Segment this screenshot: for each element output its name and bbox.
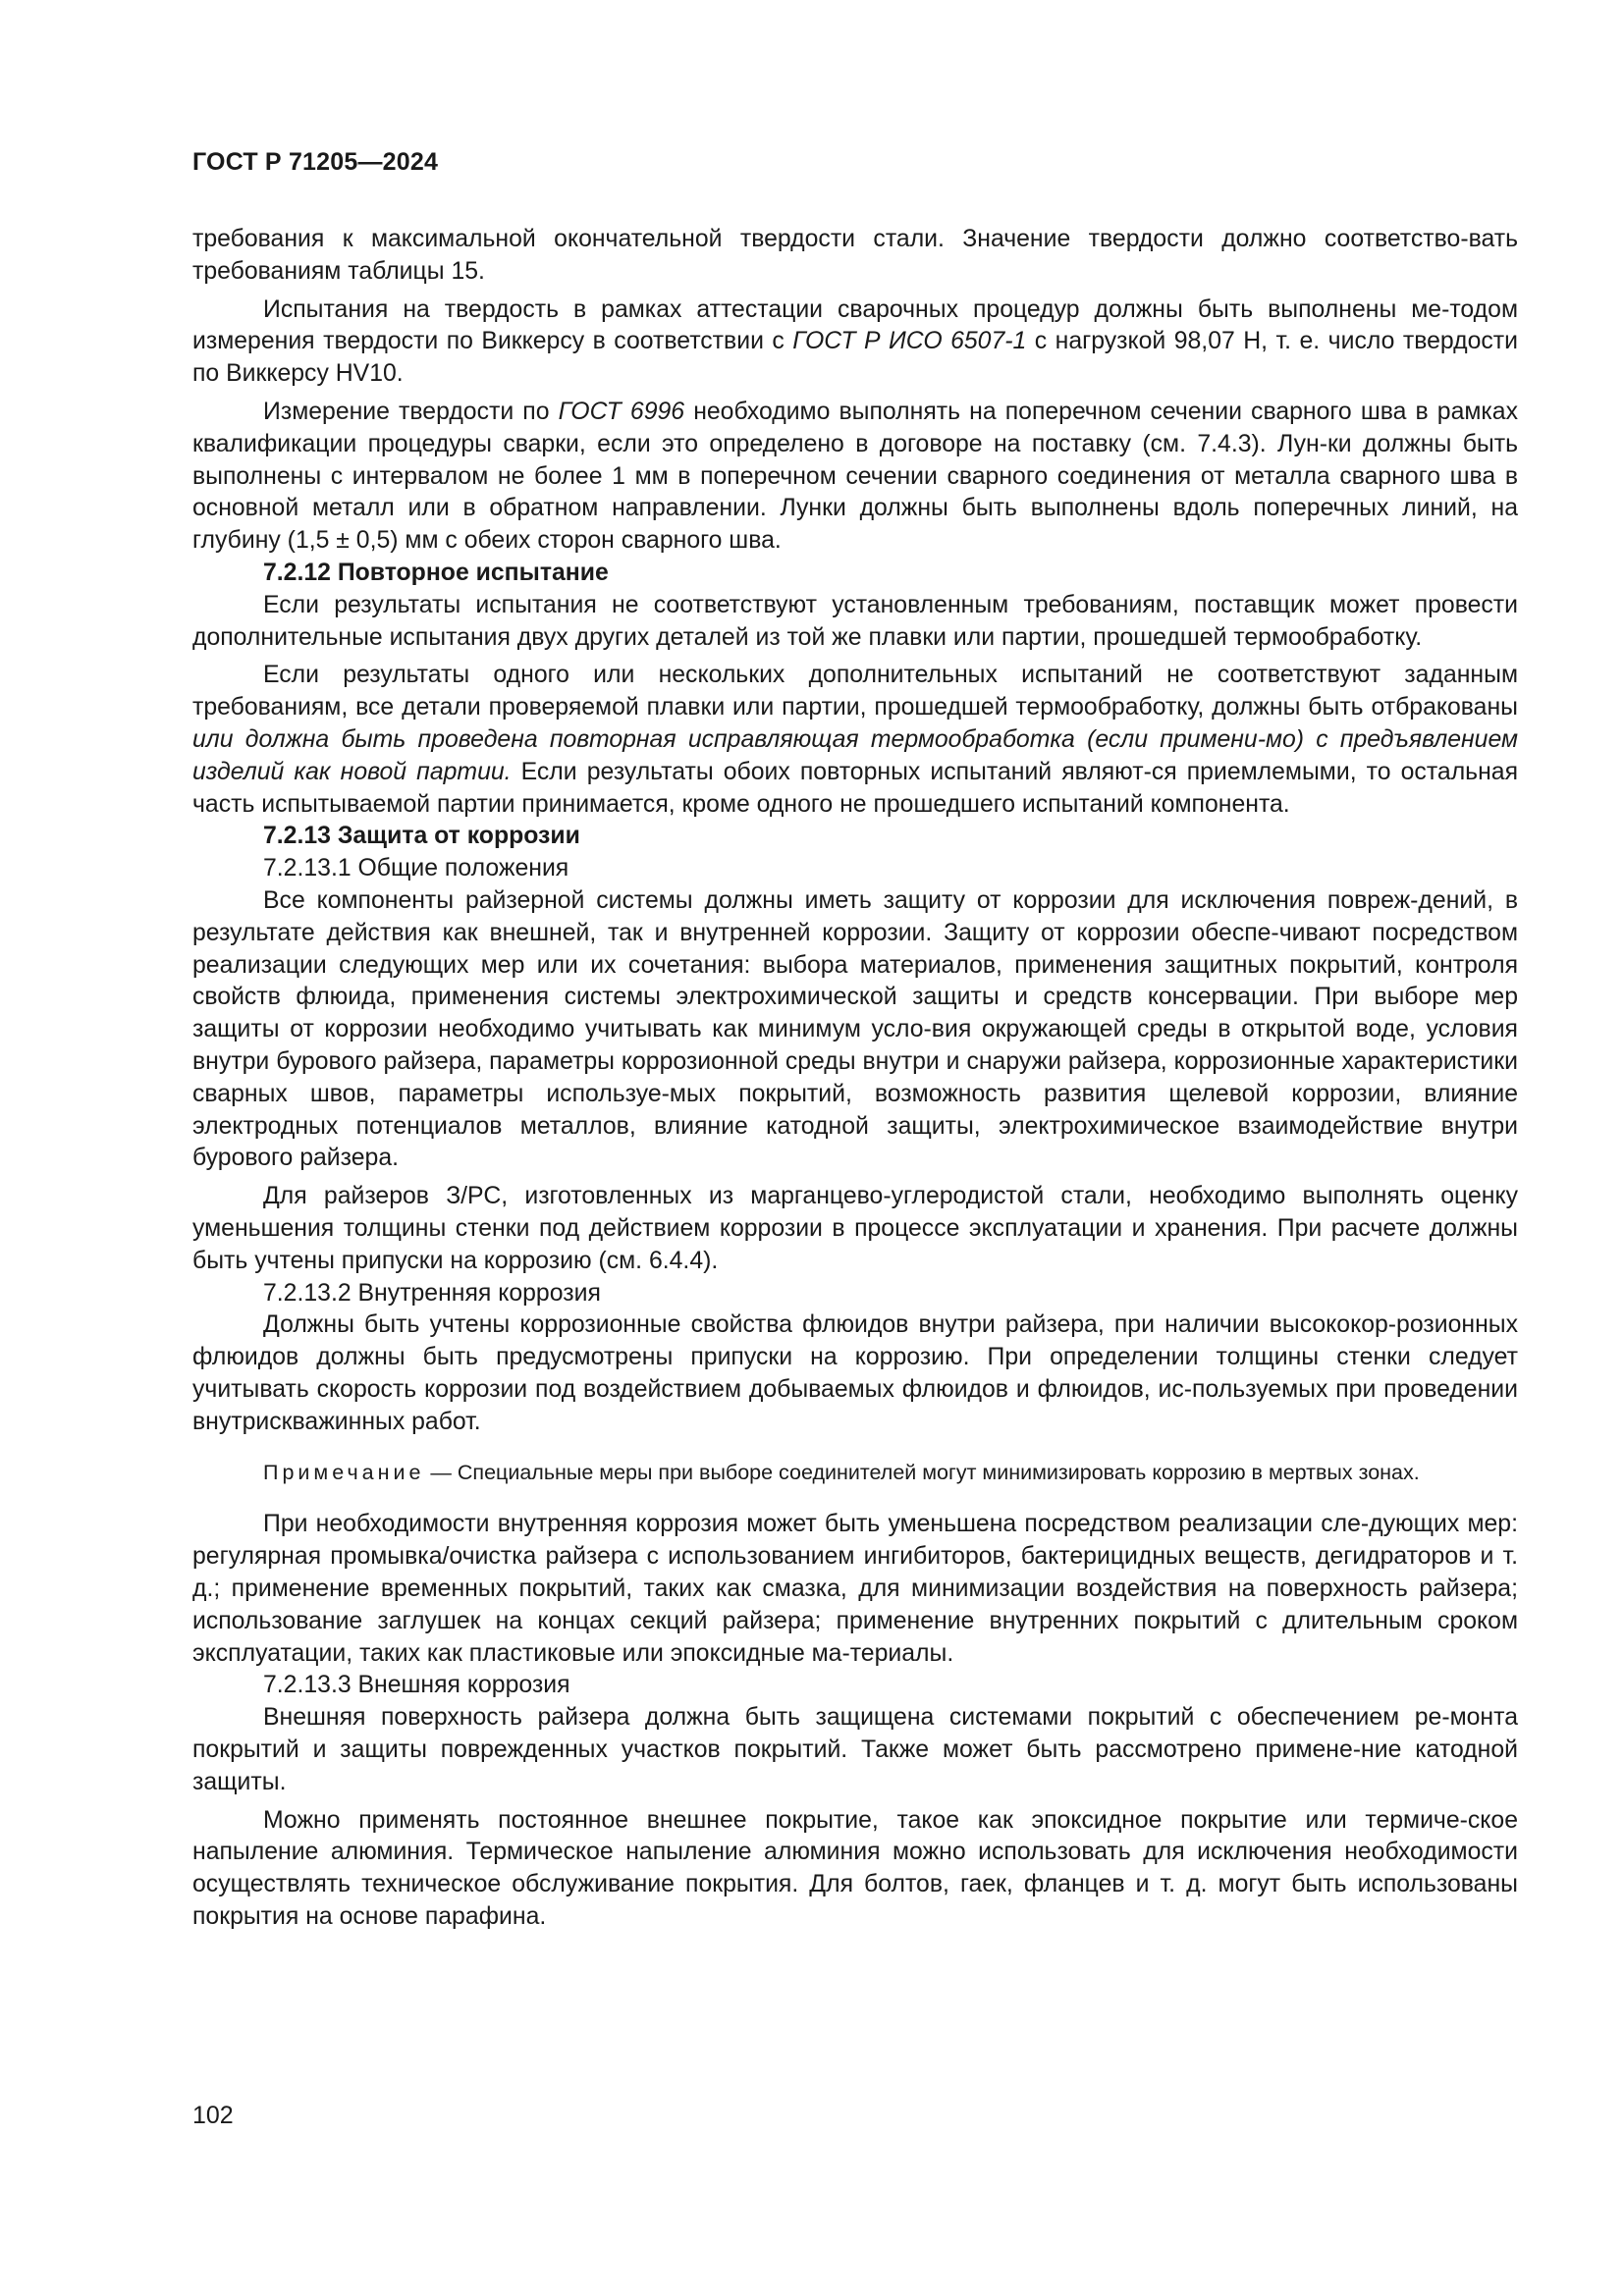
- subsection-heading-internal: 7.2.13.2 Внутренняя коррозия: [263, 1279, 601, 1307]
- text-run: Испытания на твердость в рамках аттестации сварочных процедур должны быть выполнены ме-тодом измерения твердости по Виккерсу в соответствии с: [192, 295, 1518, 355]
- paragraph-external-coating: Можно применять постоянное внешнее покрытие, такое как эпоксидное покрытие или термиче-ское напыление алюминия. Термическое напыление алюминия можно использовать для исключения необходимости осуществлять техническое обслуживание покрытия. Для болтов, гаек, фланцев и т. д. могут быть использованы покрытия на основе парафина.: [192, 1806, 1518, 1931]
- note-text: — Специальные меры при выборе соединителей могут минимизировать коррозию в мертвых зонах.: [424, 1461, 1420, 1485]
- section-heading-corrosion: 7.2.13 Защита от коррозии: [263, 823, 580, 850]
- paragraph-retest-1: Если результаты испытания не соответствуют установленным требованиям, поставщик может провести дополнительные испытания двух других деталей из той же плавки или партии, прошедшей термообработку.: [192, 591, 1518, 651]
- note-label: Примечание: [263, 1461, 425, 1485]
- standard-reference: ГОСТ Р ИСО 6507-1: [792, 328, 1027, 355]
- paragraph-hardness-measurement: [192, 397, 1518, 558]
- paragraph-internal-corrosion: Должны быть учтены коррозионные свойства флюидов внутри райзера, при наличии высококор-розионных флюидов должны быть предусмотрены припуски на коррозию. При определении толщины стенки следует учитывать скорость коррозии под воздействием добываемых флюидов и флюидов, ис-пользуемых при проведении внутрискважинных работ.: [192, 1311, 1518, 1435]
- paragraph-riser-thickness: Для райзеров З/РС, изготовленных из марганцево-углеродистой стали, необходимо выполнять оценку уменьшения толщины стенки под действием коррозии в процессе эксплуатации и хранения. При расчете должны быть учтены припуски на коррозию (см. 6.4.4).: [192, 1183, 1518, 1274]
- text-run: с нагрузкой 98,07 Н, т. е. число твердости по Виккерсу HV10.: [192, 328, 1518, 388]
- paragraph-internal-measures: При необходимости внутренняя коррозия может быть уменьшена посредством реализации сле-дующих мер: регулярная промывка/очистка райзера с использованием ингибиторов, бактерицидных веществ, дегидраторов и т. д.; применение временных покрытий, таких как смазка, для минимизации воздействия на поверхность райзера; использование заглушек на концах секций райзера; применение внутренних покрытий с длительным сроком эксплуатации, таких как пластиковые или эпоксидные ма-териалы.: [192, 1511, 1518, 1667]
- standard-reference: ГОСТ 6996: [558, 398, 685, 425]
- page-number: 102: [192, 2102, 234, 2129]
- paragraph-hardness-requirements: требования к максимальной окончательной твердости стали. Значение твердости должно соответство-вать требованиям таблицы 15.: [192, 226, 1518, 285]
- italic-text: или должна быть проведена повторная исправляющая термообработка (если примени-мо) с предъявлением изделий как новой партии.: [192, 725, 1518, 785]
- paragraph-vickers-test: [192, 294, 1518, 391]
- document-header: ГОСТ Р 71205—2024: [192, 148, 439, 176]
- text-run: Если результаты обоих повторных испытаний являют-ся приемлемыми, то остальная часть испытываемой партии принимается, кроме одного не прошедшего испытаний компонента.: [192, 758, 1518, 818]
- subsection-heading-external: 7.2.13.3 Внешняя коррозия: [263, 1672, 570, 1699]
- text-run: Измерение твердости по: [263, 398, 559, 425]
- paragraph-external-corrosion: Внешняя поверхность райзера должна быть защищена системами покрытий с обеспечением ре-монта покрытий и защиты поврежденных участков покрытий. Также может быть рассмотрено примене-ние катодной защиты.: [192, 1704, 1518, 1795]
- paragraph-corrosion-general: Все компоненты райзерной системы должны иметь защиту от коррозии для исключения повреж-дений, в результате действия как внешней, так и внутренней коррозии. Защиту от коррозии обеспе-чивают посредством реализации следующих мер или их сочетания: выбора материалов, применения защитных покрытий, контроля свойств флюида, применения системы электрохимической защиты и средств консервации. При выборе мер защиты от коррозии необходимо учитывать как минимум усло-вия окружающей среды в открытой воде, условия внутри бурового райзера, параметры коррозионной среды внутри и снаружи райзера, коррозионные характеристики сварных швов, параметры используе-мых покрытий, возможность развития щелевой коррозии, влияние электродных потенциалов металлов, влияние катодной защиты, электрохимическое взаимодействие внутри бурового райзера.: [192, 886, 1518, 1172]
- document-body: [192, 224, 1518, 1934]
- paragraph-retest-2: [192, 660, 1518, 821]
- text-run: Если результаты одного или нескольких дополнительных испытаний не соответствуют заданным требованиям, все детали проверяемой плавки или партии, прошедшей термообработку, должны быть отбракованы: [192, 662, 1518, 721]
- note: [192, 1458, 1518, 1487]
- subsection-heading-general: 7.2.13.1 Общие положения: [263, 855, 569, 882]
- text-run: необходимо выполнять на поперечном сечении сварного шва в рамках квалификации процедуры сварки, если это определено в договоре на поставку (см. 7.4.3). Лун-ки должны быть выполнены с интервалом не более 1 мм в поперечном сечении сварного соединения от металла сварного шва в основной металл или в обратном направлении. Лунки должны быть выполнены вдоль поперечных линий, на глубину (1,5 ± 0,5) мм с обеих сторон сварного шва.: [192, 398, 1518, 555]
- section-heading-retest: 7.2.12 Повторное испытание: [263, 559, 609, 586]
